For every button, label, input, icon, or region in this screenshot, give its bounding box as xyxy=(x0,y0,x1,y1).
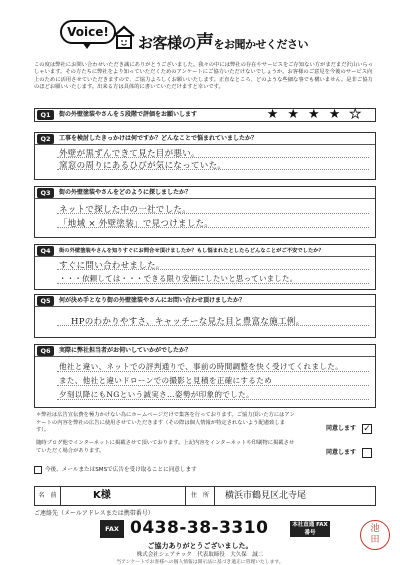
check-icon[interactable]: ✓ xyxy=(363,424,371,434)
consent-text-2: 随時ブログ他でインターネットに掲載させて頂いております。上記内容をインターネットや印刷物に掲載させていただく場合があります。 xyxy=(36,440,295,454)
answer-line: HPのわかりやすさ、キャッチーな見た目と豊富な施工例。 xyxy=(71,317,305,327)
question-6 xyxy=(34,344,376,408)
address-label: 住 所 xyxy=(185,487,215,505)
title-part-2: 声 xyxy=(196,32,214,53)
question-3 xyxy=(34,186,376,238)
answer-line: 他社と違い、ネットでの評判通りで、事前の時間調整を快く受けてくれました。 xyxy=(59,362,344,371)
sms-consent-text: 今後、メールまたはSMSで広告を受け取ることに同意します xyxy=(45,467,197,473)
question-text: 何が決め手となり街の外壁塗装やさんにお問い合わせ頂けましたか？ xyxy=(59,297,246,304)
answer-line: 窯窓の周りにあるひびが気になっていた。 xyxy=(59,161,227,171)
fax-side-label: 本社直通 FAX番号 xyxy=(290,521,330,537)
agree-checkbox-2[interactable] xyxy=(326,448,372,458)
title-part-1: お客様の xyxy=(138,34,197,52)
survey-header xyxy=(0,0,400,62)
fax-block xyxy=(100,518,340,540)
answer-line: すぐに問い合わせました。 xyxy=(59,261,165,271)
address-value[interactable]: 横浜市鶴見区北寺尾 xyxy=(225,491,307,501)
star-icon[interactable]: ★ xyxy=(328,107,341,122)
title-part-3: をお聞かせください xyxy=(213,38,309,51)
privacy-note: 当アンケートでお客様への個人情報は開示法に基づき適正に管理いたします。 xyxy=(116,560,284,565)
question-text: 工事を検討したきっかけは何ですか？どんなことで悩まれていましたか？ xyxy=(59,135,258,142)
sms-consent-line[interactable] xyxy=(34,465,197,474)
question-text: 街の外壁塗装やさんをどのように探しましたか？ xyxy=(59,189,192,196)
answer-line: 夕刻以降にもNGという誠実さ…姿勢が印象的でした。 xyxy=(59,390,254,399)
page-title xyxy=(138,28,308,54)
signature-seal: 池 田 xyxy=(360,520,390,550)
question-text: 街の外壁塗装やさんを知りすぐにお問合せ頂けましたか？もし悩まれたとしたらどんなことがご不安でしたか？ xyxy=(59,248,324,254)
agree-checkbox-1[interactable] xyxy=(326,424,372,434)
answer-line: 外壁が黒ずんできて見た目が悪い。 xyxy=(59,149,200,159)
question-2 xyxy=(34,132,376,180)
checkbox-empty[interactable] xyxy=(362,448,372,458)
question-header xyxy=(35,245,375,257)
answer-line: 「地域 × 外壁塗装」で見つけました。 xyxy=(59,219,214,229)
question-header xyxy=(35,295,375,307)
question-header xyxy=(35,133,375,145)
star-icon[interactable]: ★ xyxy=(266,107,279,122)
star-icon[interactable]: ★ xyxy=(308,107,320,122)
question-4 xyxy=(34,244,376,290)
star-outline-icon[interactable]: ★ xyxy=(349,107,361,122)
agree-label: 同意します xyxy=(326,425,357,432)
answer-line: ネットで探した中の一社でした。 xyxy=(59,205,192,215)
name-value[interactable]: K様 xyxy=(93,490,111,501)
question-5 xyxy=(34,294,376,338)
fax-badge: FAX xyxy=(100,520,124,538)
star-icon[interactable]: ★ xyxy=(287,107,300,122)
customer-info-table xyxy=(34,486,376,506)
question-badge: Q4 xyxy=(37,246,54,256)
answer-line: ・・・依頼しては・・・できる限り安価にしたいと思っていました。 xyxy=(59,274,298,283)
question-text: 実際に弊社担当者がお伺いしていかがでしたか？ xyxy=(59,347,192,354)
house-icon xyxy=(112,24,136,50)
thanks-message: ご協力ありがとうございました。 xyxy=(147,542,253,550)
agree-label: 同意します xyxy=(326,449,357,456)
company-line: 株式会社シェアテック 代表取締役 大久保 誠二 xyxy=(136,552,264,558)
question-badge: Q3 xyxy=(37,188,54,198)
fax-number: 0438-38-3310 xyxy=(130,518,269,538)
name-label: 名 前 xyxy=(35,487,61,505)
question-header xyxy=(35,345,375,357)
star-rating[interactable] xyxy=(267,108,361,121)
question-header xyxy=(35,187,375,199)
contact-label: ご連絡先（メールアドレスまたは携帯番号） xyxy=(34,510,154,517)
consent-text-1: ＊弊社は広告宣伝費を極力かけない為にホームページだけで集客を行っております。ご協力頂いた方にはアンケートの内容を弊社の広告に使用させていただきます（その際は個人情報が特定されないよう配慮致します）。 xyxy=(36,412,295,433)
question-badge: Q2 xyxy=(37,134,54,144)
intro-text: この度は弊社にお問い合わせいただき誠にありがとうございました。我々の中には弊社の存在やサービスをご存知ない方がまだまだ沢山いらっしゃいます。その方たちに弊社をより知っていただくためのアンケートにご協力いただけないでしょうか。お客様のご意見を今後のサービス向上のために活用させていただきますので、ご協力よろしくお願いいたします。正直なところ、どのような些細な事でも構いません。是非ご協力のほどお願いいたします。出来る方は具体的に書いていただけますと幸いです。 xyxy=(34,62,374,91)
answer-line: また、他社と違いドローンでの撮影と見積を正確にするため xyxy=(59,376,272,385)
voice-speech-bubble: Voice! xyxy=(60,20,116,44)
question-badge: Q1 xyxy=(37,110,54,120)
question-badge: Q6 xyxy=(37,346,54,356)
checkbox-empty[interactable] xyxy=(34,466,42,474)
question-text: 街の外壁塗装やさんを５段階で評価をお願いします xyxy=(59,111,198,118)
question-1 xyxy=(34,108,376,122)
question-badge: Q5 xyxy=(37,296,54,306)
